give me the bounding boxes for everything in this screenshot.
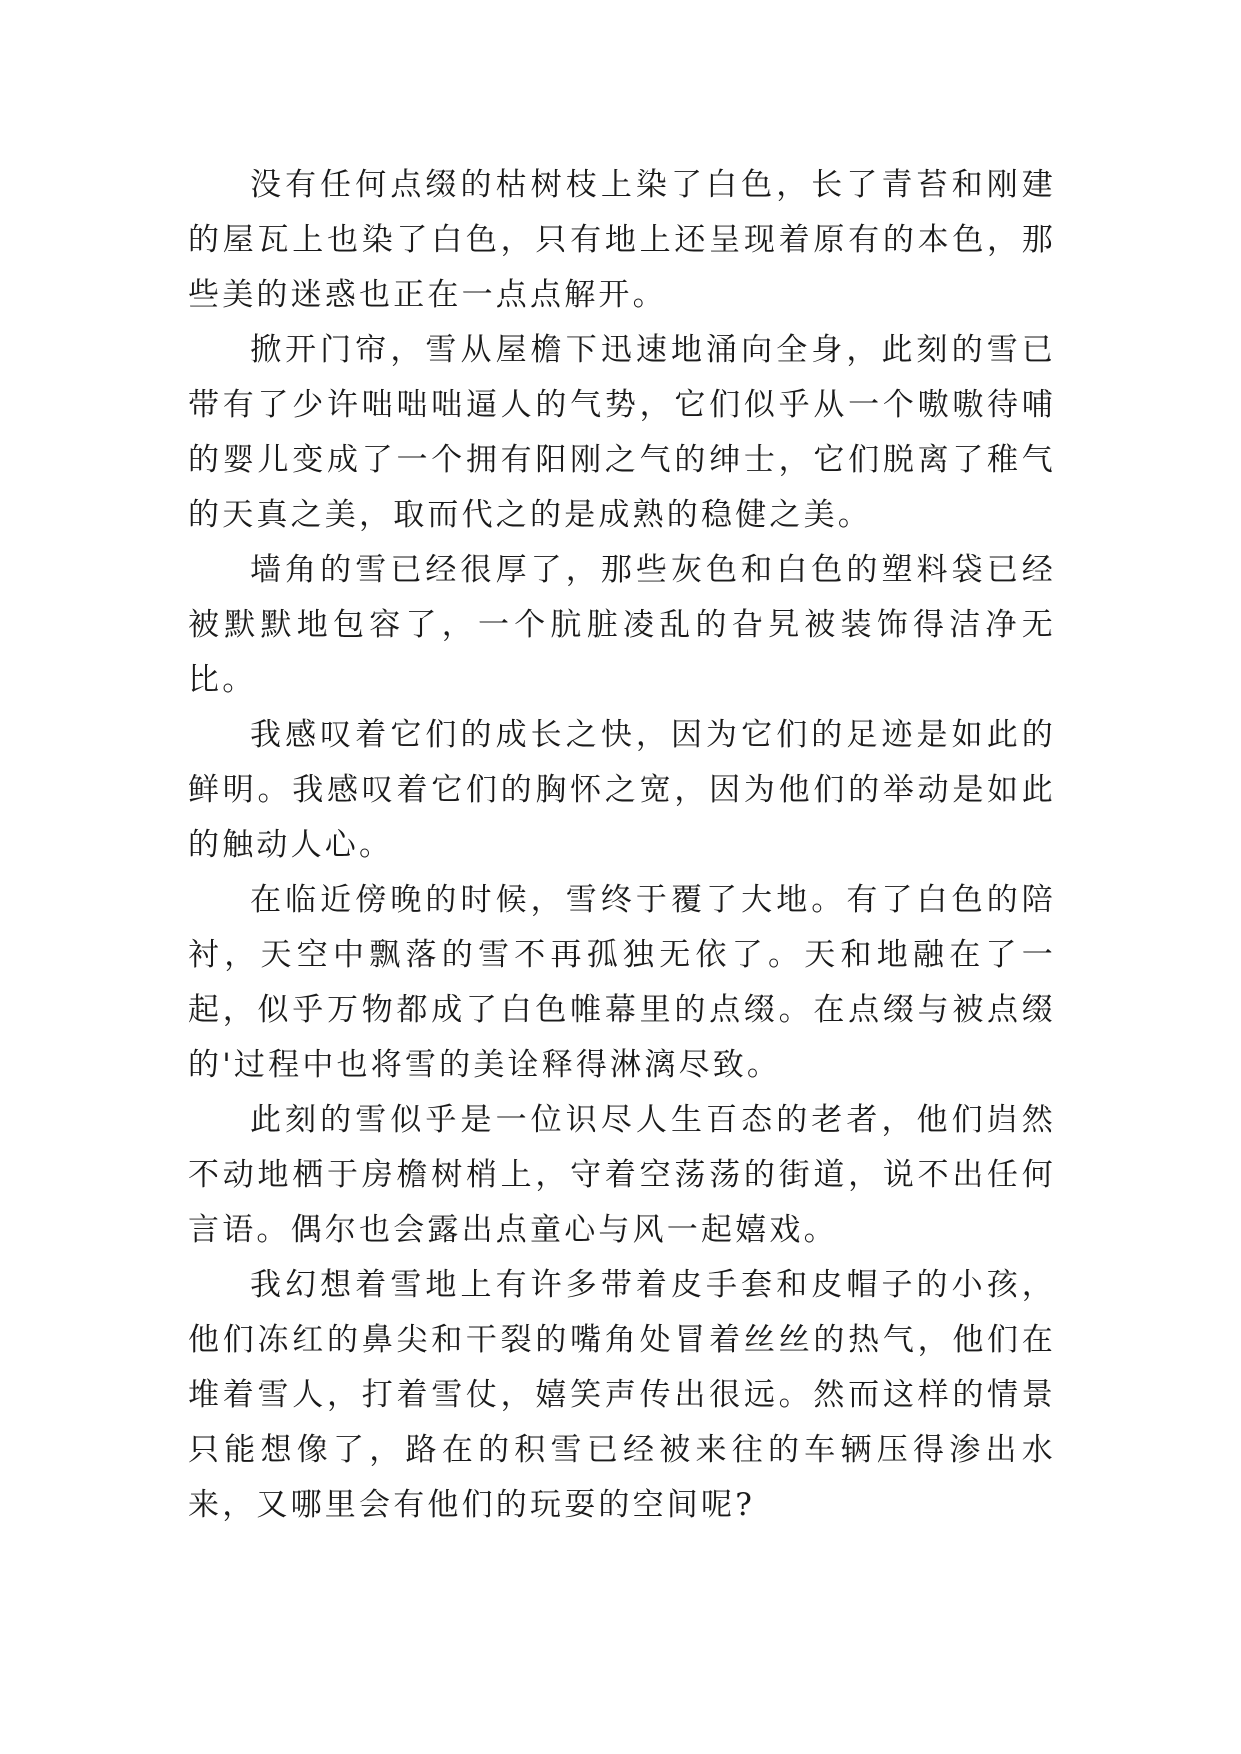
paragraph: 墙角的雪已经很厚了，那些灰色和白色的塑料袋已经被默默地包容了，一个肮脏凌乱的旮旯被装饰得洁净无比。 [188, 552, 1056, 698]
paragraph: 在临近傍晚的时候，雪终于覆了大地。有了白色的陪衬，天空中飘落的雪不再孤独无依了。天和地融在了一起，似乎万物都成了白色帷幕里的点缀。在点缀与被点缀的'过程中也将雪的美诠释得淋漓尽致。 [188, 882, 1056, 1083]
paragraph: 我感叹着它们的成长之快，因为它们的足迹是如此的鲜明。我感叹着它们的胸怀之宽，因为他们的举动是如此的触动人心。 [188, 717, 1056, 863]
document-body [188, 158, 1056, 1533]
paragraph: 没有任何点缀的枯树枝上染了白色，长了青苔和刚建的屋瓦上也染了白色，只有地上还呈现着原有的本色，那些美的迷惑也正在一点点解开。 [188, 167, 1056, 313]
paragraph: 我幻想着雪地上有许多带着皮手套和皮帽子的小孩，他们冻红的鼻尖和干裂的嘴角处冒着丝丝的热气，他们在堆着雪人，打着雪仗，嬉笑声传出很远。然而这样的情景只能想像了，路在的积雪已经被来往的车辆压得渗出水来，又哪里会有他们的玩耍的空间呢? [188, 1267, 1056, 1523]
paragraph: 掀开门帘，雪从屋檐下迅速地涌向全身，此刻的雪已带有了少许咄咄咄逼人的气势，它们似乎从一个嗷嗷待哺的婴儿变成了一个拥有阳刚之气的绅士，它们脱离了稚气的天真之美，取而代之的是成熟的稳健之美。 [188, 332, 1056, 533]
paragraph: 此刻的雪似乎是一位识尽人生百态的老者，他们岿然不动地栖于房檐树梢上，守着空荡荡的街道，说不出任何言语。偶尔也会露出点童心与风一起嬉戏。 [188, 1102, 1056, 1248]
